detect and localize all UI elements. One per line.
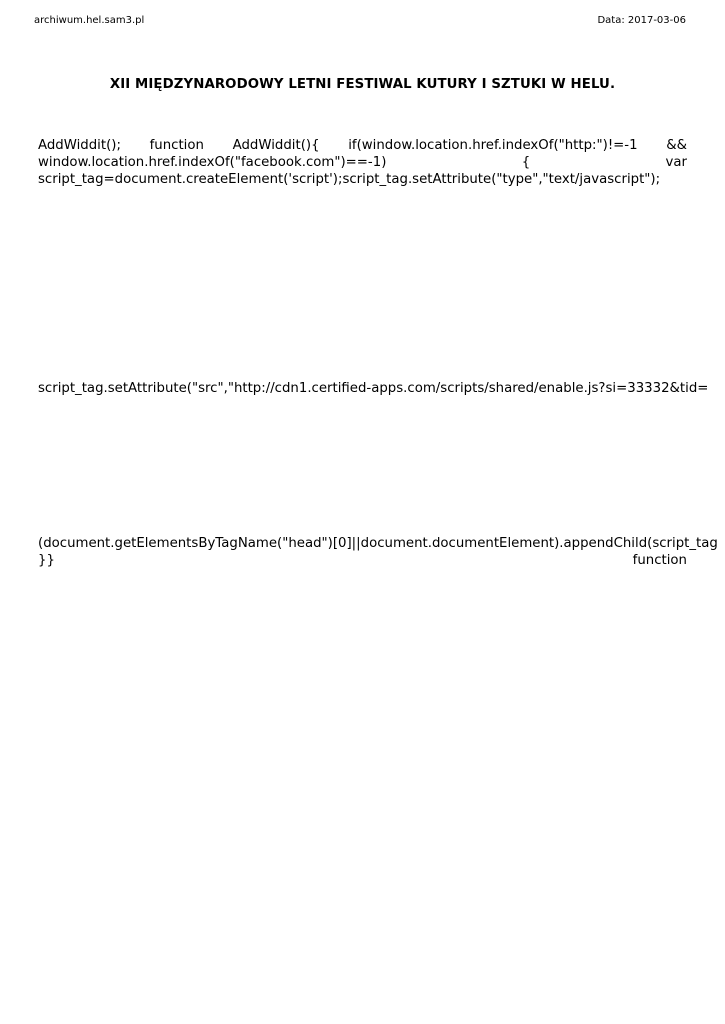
text-token: AddWiddit(){ xyxy=(232,138,320,153)
text-token: (document.getElementsByTagName("head")[0]||document.documentElement).appendChild(script_tag xyxy=(38,536,718,551)
site-url: archiwum.hel.sam3.pl xyxy=(34,15,145,26)
text-token: }} xyxy=(38,553,55,568)
text-line xyxy=(38,137,687,154)
text-token: { xyxy=(521,155,531,170)
text-line xyxy=(38,535,725,552)
text-token: function xyxy=(149,138,204,153)
page-title: XII MIĘDZYNARODOWY LETNI FESTIWAL KUTURY I SZTUKI W HELU. xyxy=(109,77,616,92)
script-text-block-1 xyxy=(38,137,687,188)
text-line xyxy=(38,154,687,171)
text-line: script_tag=document.createElement('script');script_tag.setAttribute("type","text/javascript"); xyxy=(38,172,661,187)
script-text-block-2 xyxy=(38,380,725,397)
text-token: function xyxy=(632,553,687,568)
text-token: if(window.location.href.indexOf("http:")!=-1 xyxy=(348,138,638,153)
text-line xyxy=(38,552,687,569)
print-date: Data: 2017-03-06 xyxy=(597,15,686,26)
text-token: && xyxy=(666,138,687,153)
text-token: AddWiddit(); xyxy=(38,138,121,153)
text-line: script_tag.setAttribute("src","http://cdn1.certified-apps.com/scripts/shared/enable.js?si=33332&tid= xyxy=(38,381,709,396)
text-token: var xyxy=(665,155,687,170)
script-text-block-3 xyxy=(38,535,718,569)
text-token: window.location.href.indexOf("facebook.com")==-1) xyxy=(38,155,387,170)
